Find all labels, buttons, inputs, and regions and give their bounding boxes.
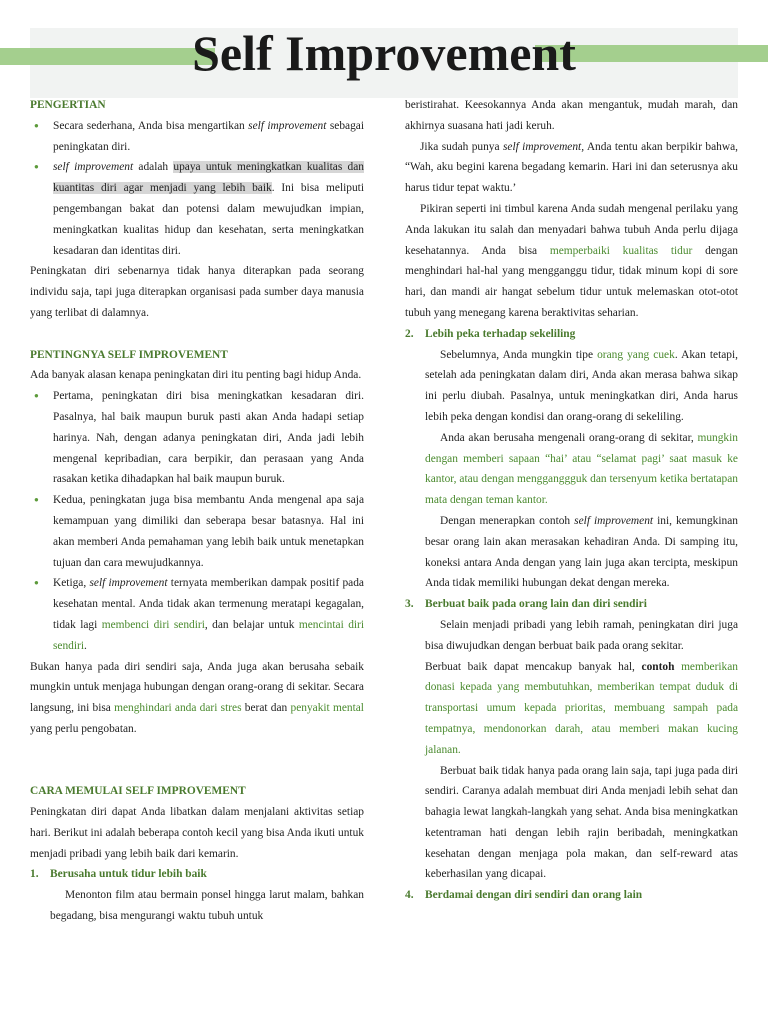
link-text[interactable]: mencintai diri sendiri (53, 618, 365, 652)
link-text[interactable]: mungkin dengan memberi sapaan “hai’ atau “selamat pagi’ saat masuk ke kantor, atau dengan mengganggguk dan tersenyum ketika bertatapan mata dengan teman kantor. (425, 431, 738, 507)
list-item: ● Pertama, peningkatan diri bisa meningkatkan kesadaran diri. Pasalnya, hal baik maupun buruk pasti akan Anda hadapi setiap harinya. Nah, dengan adanya peningkatan diri, Anda jadi lebih mengenal kepribadian, cara berpikir, dan perasaan yang Anda rasakan ketika dihadapkan hal baik maupun buruk. (30, 386, 364, 490)
paragraph: Selain menjadi pribadi yang lebih ramah, peningkatan diri juga bisa diwujudkan dengan berbuat baik pada orang sekitar. (425, 618, 738, 652)
numbered-item: 1. Berusaha untuk tidur lebih baik (30, 868, 207, 881)
link-text[interactable]: penyakit mental (290, 702, 364, 715)
paragraph: Pikiran seperti ini timbul karena Anda sudah mengenal perilaku yang Anda lakukan itu salah dan menyadari bahwa tubuh Anda perlu dijaga kesehatannya. Anda bisa memperbaiki kualitas tidur dengan menghindari hal-hal yang mengganggu tidur, tidak minum kopi di sore hari, dan mandi air hangat sebelum tidur untuk melemaskan otot-otot tubuh yang menegang karena beraktivitas seharian. (405, 202, 738, 319)
right-column (405, 95, 738, 906)
page-title: Self Improvement (192, 25, 576, 81)
paragraph: Berbuat baik dapat mencakup banyak hal, contoh memberikan donasi kepada yang membutuhkan, memberikan tempat duduk di transportasi umum kepada prioritas, membuang sampah pada tempatnya, mendonorkan darah, atau memberi makan kucing jalanan. (425, 660, 739, 756)
paragraph: Anda akan berusaha mengenali orang-orang di sekitar, mungkin dengan memberi sapaan “hai’ atau “selamat pagi’ saat masuk ke kantor, atau dengan mengganggguk dan tersenyum ketika bertatapan mata dengan teman kantor. (425, 431, 738, 507)
paragraph: Jika sudah punya self improvement, Anda tentu akan berpikir bahwa, “Wah, aku begini karena begadang kemarin. Hari ini dan seterusnya aku harus tidur tepat waktu.’ (405, 140, 738, 195)
link-text[interactable]: memberikan donasi kepada yang membutuhkan, memberikan tempat duduk di transportasi umum kepada prioritas, membuang sampah pada tempatnya, mendonorkan darah, atau memberi makan kucing jalanan. (425, 660, 739, 756)
link-text[interactable]: membenci diri sendiri (101, 618, 205, 631)
left-column (30, 95, 364, 927)
pentingnya-list (30, 386, 364, 656)
paragraph: Peningkatan diri sebenarnya tidak hanya diterapkan pada seorang individu saja, tapi juga diterapkan organisasi pada sumber daya manusia yang terlibat di dalamnya. (30, 265, 364, 319)
heading-cara: CARA MEMULAI SELF IMPROVEMENT (30, 785, 246, 798)
list-item: ● Ketiga, self improvement ternyata memberikan dampak positif pada kesehatan mental. Anda tidak akan termenung meratapi kegagalan, tidak lagi membenci diri sendiri, dan belajar untuk mencintai diri sendiri. (30, 573, 364, 656)
heading-pentingnya: PENTINGNYA SELF IMPROVEMENT (30, 348, 228, 361)
paragraph: Bukan hanya pada diri sendiri saja, Anda juga akan berusaha sebaik mungkin untuk menjaga hubungan dengan orang-orang di sekitar. Secara langsung, ini bisa menghindari anda dari stres berat dan penyakit mental yang perlu pengobatan. (30, 660, 364, 735)
paragraph: Berbuat baik tidak hanya pada orang lain saja, tapi juga pada diri sendiri. Caranya adalah membuat diri Anda menjadi lebih sehat dan bahagia lewat langkah-langkah yang sehat. Anda bisa meningkatkan ketentraman hati dengan lebih rajin beribadah, meningkatkan kesehatan dengan menjaga pola makan, dan self-reward atas keberhasilan yang dicapai. (425, 764, 738, 881)
numbered-item-title: Berdamai dengan diri sendiri dan orang lain (425, 889, 643, 902)
paragraph: Sebelumnya, Anda mungkin tipe orang yang cuek. Akan tetapi, setelah ada peningkatan dalam diri, Anda akan merasa bahwa sikap ini perlu diubah. Pasalnya, untuk meningkatkan diri, Anda harus lebih peka dengan kondisi dan orang-orang di sekeliling. (425, 348, 738, 423)
numbered-item: 2. Lebih peka terhadap sekeliling (405, 327, 576, 340)
highlighted-text: upaya untuk meningkatkan kualitas dan kuantitas diri agar menjadi yang lebih baik (53, 161, 364, 195)
paragraph: Ada banyak alasan kenapa peningkatan diri itu penting bagi hidup Anda. (30, 369, 362, 382)
list-item: ● Secara sederhana, Anda bisa mengartikan self improvement sebagai peningkatan diri. (30, 116, 364, 158)
link-text[interactable]: orang yang cuek (597, 348, 675, 361)
pengertian-list (30, 116, 364, 262)
numbered-item: 4. Berdamai dengan diri sendiri dan orang lain (405, 889, 643, 902)
list-item: ● Kedua, peningkatan juga bisa membantu Anda mengenal apa saja kemampuan yang dimiliki dan seberapa besar batasnya. Hal ini akan memberi Anda pemahaman yang lebih baik untuk menetapkan tujuan dan cara mewujudkannya. (30, 490, 364, 573)
link-text[interactable]: memperbaiki kualitas tidur (549, 244, 693, 257)
heading-pengertian: PENGERTIAN (30, 99, 106, 111)
paragraph: Menonton film atau bermain ponsel hingga larut malam, bahkan begadang, bisa mengurangi waktu tubuh untuk (50, 889, 364, 923)
list-item: ● self improvement adalah upaya untuk meningkatkan kualitas dan kuantitas diri agar menjadi yang lebih baik. Ini bisa meliputi pengembangan bakat dan potensi dalam mewujudkan impian, meningkatkan kualitas hidup dan kesehatan, serta meningkatkan kesadaran dan identitas diri. (30, 157, 364, 261)
numbered-item-title: Berusaha untuk tidur lebih baik (50, 868, 207, 881)
numbered-item: 3. Berbuat baik pada orang lain dan diri sendiri (405, 598, 647, 611)
paragraph: Dengan menerapkan contoh self improvement ini, kemungkinan besar orang lain akan merasakan kehadiran Anda. Di samping itu, koneksi antara Anda dengan yang lain juga akan tercipta, meskipun Anda tidak memiliki hubungan dekat dengan mereka. (425, 514, 738, 590)
paragraph: beristirahat. Keesokannya Anda akan mengantuk, mudah marah, dan akhirnya suasana hati jadi keruh. (405, 99, 738, 132)
numbered-item-title: Lebih peka terhadap sekeliling (425, 327, 576, 340)
paragraph: Peningkatan diri dapat Anda libatkan dalam menjalani aktivitas setiap hari. Berikut ini adalah beberapa contoh kecil yang bisa Anda ikuti untuk menjadi pribadi yang lebih baik dari kemarin. (30, 806, 364, 860)
link-text[interactable]: menghindari anda dari stres (114, 702, 242, 715)
numbered-item-title: Berbuat baik pada orang lain dan diri sendiri (425, 598, 647, 611)
